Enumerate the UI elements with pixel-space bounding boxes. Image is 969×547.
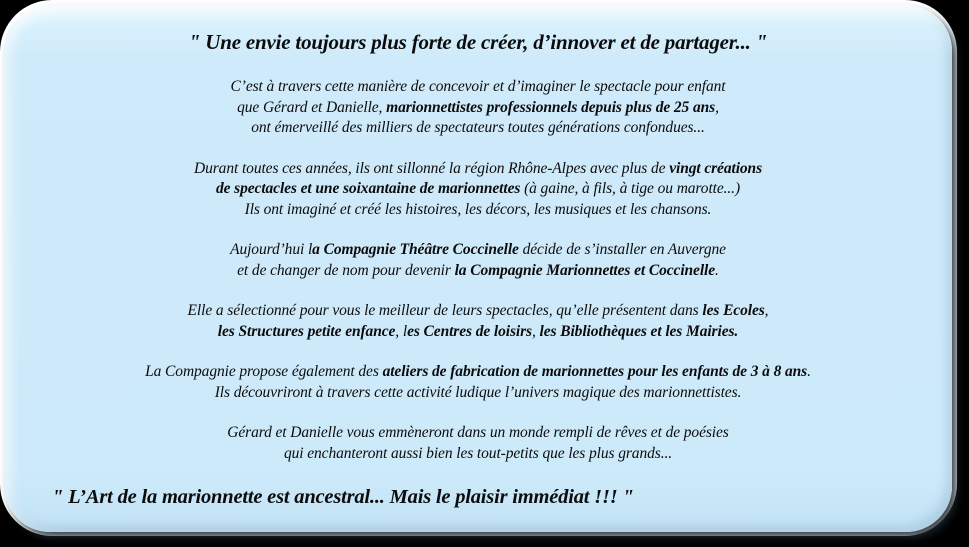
paragraph-line [32, 159, 924, 180]
text-segment: Ils découvriront à travers cette activité ludique l’univers magique des marionnettistes. [214, 383, 742, 401]
text-segment: , [764, 302, 769, 319]
paragraph [32, 423, 924, 464]
text-segment: , l [395, 322, 408, 340]
paragraph-line [32, 118, 924, 139]
paragraph-line [32, 77, 924, 98]
text-segment: Gérard et Danielle vous emmèneront dans un monde rempli de rêves et de poésies [227, 424, 729, 441]
paragraph-line [32, 200, 924, 221]
paragraph-line [32, 362, 924, 383]
paragraph-line [32, 261, 924, 282]
text-segment-bold: la Compagnie Marionnettes et Coccinelle [454, 261, 716, 279]
text-segment: . [807, 363, 811, 380]
text-segment-bold: a Compagnie Théâtre Coccinelle [312, 241, 519, 258]
text-segment: , [531, 322, 540, 340]
text-segment: qui enchanteront aussi bien les tout-petits que les plus grands... [283, 444, 673, 462]
paragraph [32, 77, 924, 139]
paragraph-line [32, 444, 924, 465]
text-segment: , [715, 98, 719, 116]
text-segment-bold: les Bibliothèques et les Mairies. [539, 322, 739, 340]
text-segment-bold: les Structures petite enfance [217, 322, 396, 340]
body-paragraphs [4, 77, 952, 464]
paragraph [32, 240, 924, 281]
page-title: " Une envie toujours plus forte de créer, d’innover et de partager... " [188, 30, 768, 54]
text-segment: ont émerveillé des milliers de spectateurs toutes générations confondues... [251, 119, 705, 136]
presentation-card [4, 5, 952, 532]
text-segment: et de changer de nom pour devenir [237, 261, 455, 279]
text-segment-bold: les Ecoles [702, 302, 765, 319]
text-segment: Ils ont imaginé et créé les histoires, les décors, les musiques et les chansons. [244, 200, 712, 218]
text-segment: décide de s’installer en Auvergne [518, 241, 726, 258]
paragraph-line [32, 383, 924, 404]
paragraph-line [32, 179, 924, 200]
text-segment: C’est à travers cette manière de concevoir et d’imaginer le spectacle pour enfant [230, 78, 726, 95]
closing-quote: " L’Art de la marionnette est ancestral... Mais le plaisir immédiat !!! " [52, 486, 634, 508]
paragraph-line [32, 301, 924, 322]
text-segment-bold: ateliers de fabrication de marionnettes pour les enfants de 3 à 8 ans [382, 363, 808, 380]
paragraph [32, 159, 924, 221]
paragraph-line [32, 240, 924, 261]
text-segment-bold: es Centres de loisirs [407, 322, 532, 340]
text-segment: Aujourd’hui l [230, 241, 313, 258]
paragraph [32, 362, 924, 403]
text-segment: Durant toutes ces années, ils ont sillonné la région Rhône-Alpes avec plus de [194, 159, 670, 177]
text-segment: . [715, 261, 719, 279]
text-segment-bold: marionnettistes professionnels depuis plus de 25 ans [386, 98, 716, 116]
text-segment: (à gaine, à fils, à tige ou marotte...) [520, 180, 741, 197]
text-segment: Elle a sélectionné pour vous le meilleur de leurs spectacles, qu’elle présentent dans [187, 302, 703, 319]
paragraph-line [32, 423, 924, 444]
paragraph-line [32, 322, 924, 343]
text-segment: que Gérard et Danielle, [237, 98, 387, 116]
text-segment-bold: de spectacles et une soixantaine de marionnettes [215, 180, 521, 197]
paragraph-line [32, 98, 924, 119]
text-segment: La Compagnie propose également des [145, 363, 383, 380]
paragraph [32, 301, 924, 342]
text-segment-bold: vingt créations [669, 159, 762, 177]
